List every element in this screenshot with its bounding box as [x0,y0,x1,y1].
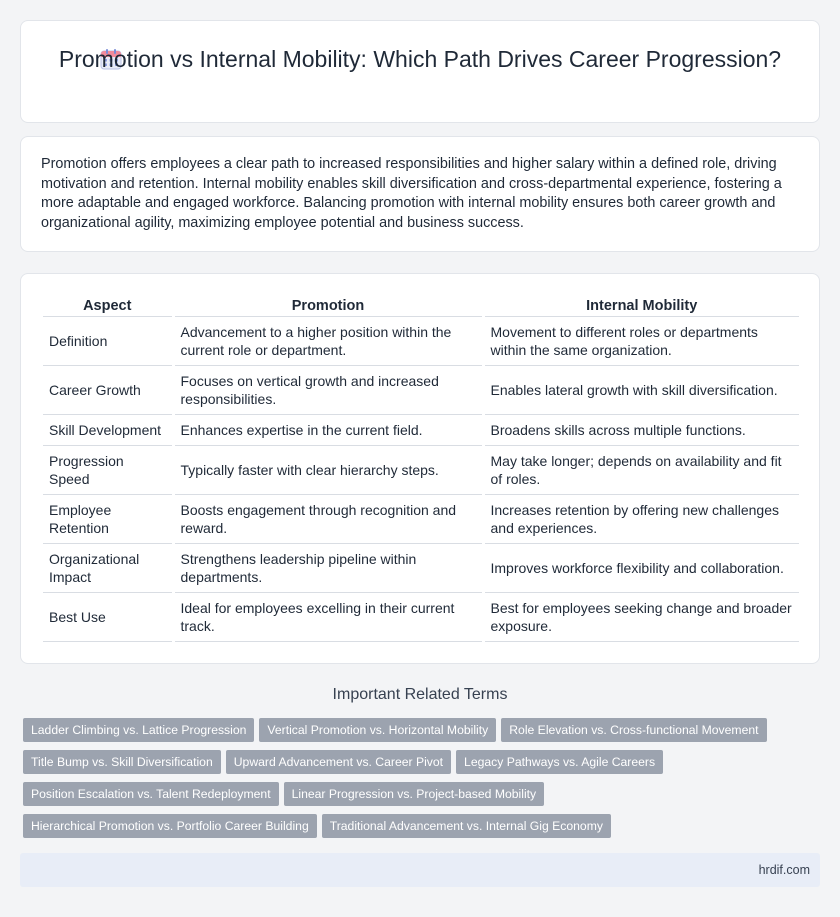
promotion-cell: Advancement to a higher position within the current role or department. [173,317,483,366]
related-term-tag[interactable]: Traditional Advancement vs. Internal Gig Economy [322,814,611,838]
summary-card [20,136,820,252]
table-row [43,446,799,495]
aspect-cell: Organizational Impact [43,544,173,593]
related-term-tag[interactable]: Upward Advancement vs. Career Pivot [226,750,451,774]
promotion-cell: Focuses on vertical growth and increased responsibilities. [173,366,483,415]
internal-mobility-cell: Increases retention by offering new challenges and experiences. [483,495,799,544]
page-title: Promotion vs Internal Mobility: Which Path Drives Career Progression? [58,46,782,72]
promotion-cell: Typically faster with clear hierarchy steps. [173,446,483,495]
aspect-cell: Employee Retention [43,495,173,544]
tag-row [23,814,823,846]
internal-mobility-cell: Enables lateral growth with skill diversification. [483,366,799,415]
internal-mobility-cell: Best for employees seeking change and broader exposure. [483,593,799,642]
footer-bar [20,853,820,887]
promotion-cell: Strengthens leadership pipeline within departments. [173,544,483,593]
related-term-tag[interactable]: Hierarchical Promotion vs. Portfolio Career Building [23,814,317,838]
related-terms-list [23,718,823,846]
table-row [43,317,799,366]
footer-site-link[interactable]: hrdif.com [758,863,810,877]
internal-mobility-cell: Broadens skills across multiple functions. [483,415,799,446]
aspect-cell: Career Growth [43,366,173,415]
aspect-cell: Definition [43,317,173,366]
table-row [43,593,799,642]
table-row [43,544,799,593]
table-row [43,495,799,544]
table-header-row [43,294,799,317]
aspect-cell: Progression Speed [43,446,173,495]
promotion-cell: Ideal for employees excelling in their current track. [173,593,483,642]
related-term-tag[interactable]: Linear Progression vs. Project-based Mobility [284,782,545,806]
header-aspect: Aspect [43,294,173,317]
related-term-tag[interactable]: Ladder Climbing vs. Lattice Progression [23,718,254,742]
related-term-tag[interactable]: Role Elevation vs. Cross-functional Movement [501,718,766,742]
related-term-tag[interactable]: Title Bump vs. Skill Diversification [23,750,221,774]
aspect-cell: Best Use [43,593,173,642]
header-internal-mobility: Internal Mobility [483,294,799,317]
related-term-tag[interactable]: Legacy Pathways vs. Agile Careers [456,750,663,774]
related-terms-heading: Important Related Terms [332,686,508,703]
internal-mobility-cell: May take longer; depends on availability and fit of roles. [483,446,799,495]
related-term-tag[interactable]: Vertical Promotion vs. Horizontal Mobility [259,718,496,742]
aspect-cell: Skill Development [43,415,173,446]
tag-row [23,718,823,750]
tag-row [23,750,823,782]
internal-mobility-cell: Improves workforce flexibility and collaboration. [483,544,799,593]
internal-mobility-cell: Movement to different roles or departments within the same organization. [483,317,799,366]
table-row [43,415,799,446]
comparison-card [20,273,820,664]
tag-row [23,782,823,814]
promotion-cell: Boosts engagement through recognition and reward. [173,495,483,544]
related-term-tag[interactable]: Position Escalation vs. Talent Redeployment [23,782,279,806]
title-card [20,20,820,123]
promotion-cell: Enhances expertise in the current field. [173,415,483,446]
header-promotion: Promotion [173,294,483,317]
table-row [43,366,799,415]
summary-paragraph: Promotion offers employees a clear path to increased responsibilities and higher salary within a defined role, driving motivation and retention. Internal mobility enables skill diversification and cross-departmental experience, fostering a more adaptable and engaged workforce. Balancing promotion with internal mobility ensures both career growth and organizational agility, maximizing employee potential and business success. [41,156,782,231]
comparison-table [43,294,799,642]
